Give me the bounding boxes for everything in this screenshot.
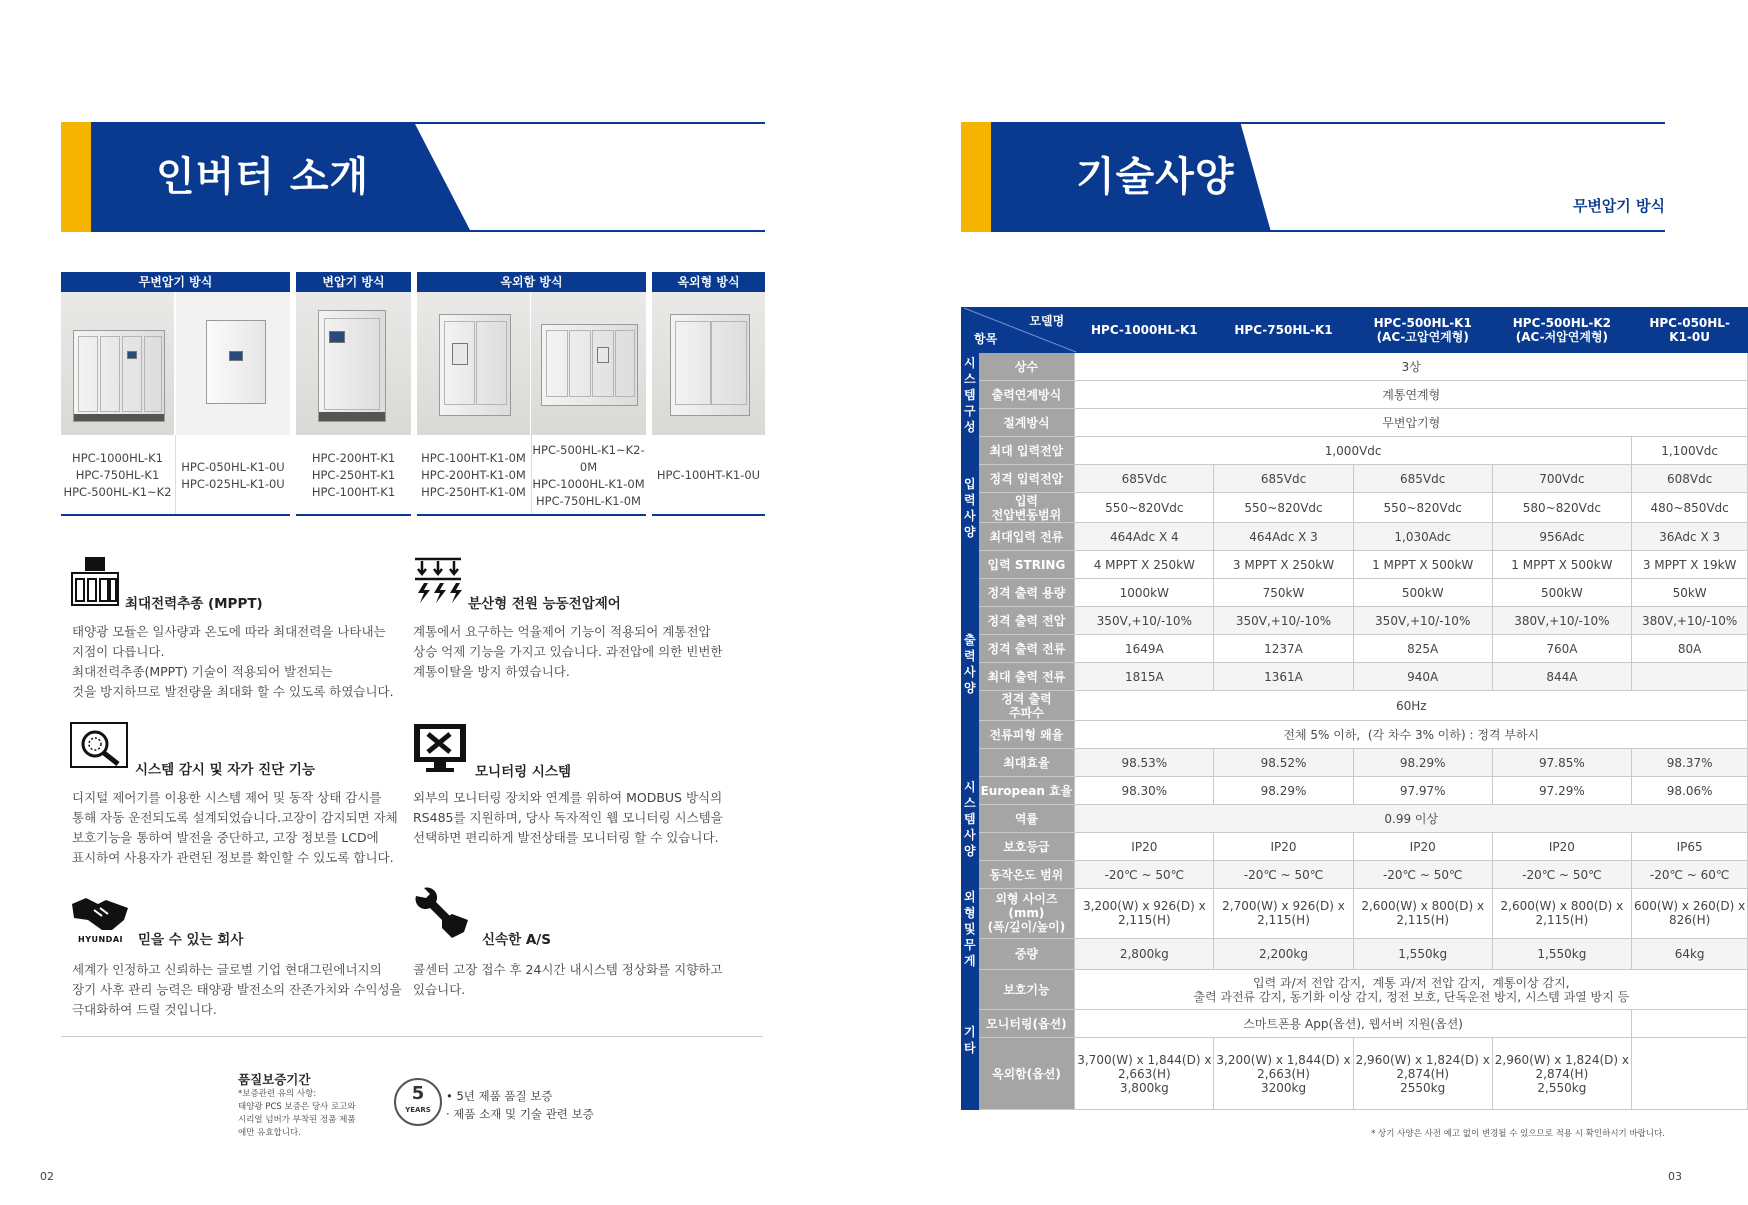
spec-label: 최대입력 전류: [978, 523, 1075, 551]
product-models-1: HPC-1000HL-K1 HPC-750HL-K1 HPC-500HL-K1~K2: [63, 451, 172, 499]
spec-label: 최대효율: [978, 749, 1075, 777]
group-label: 시 스 템 사 양: [962, 749, 979, 889]
spec-value: 3 MPPT X 19kW: [1631, 551, 1747, 579]
spec-label: 중량: [978, 938, 1075, 970]
spec-row: [962, 607, 1748, 635]
model-header: HPC-500HL-K2 (AC-저압연계형): [1492, 308, 1631, 353]
spec-value: 3,200(W) x 926(D) x 2,115(H): [1075, 889, 1214, 939]
spec-value: 97.85%: [1492, 749, 1631, 777]
spec-value: 무변압기형: [1075, 409, 1748, 437]
spec-value: 1,550kg: [1492, 938, 1631, 970]
spec-label: 모니터링(옵션): [978, 1010, 1075, 1038]
category-transformerless: 무변압기 방식: [61, 272, 290, 292]
spec-row: [962, 1038, 1748, 1110]
page-number-left: 02: [40, 1170, 54, 1183]
product-image-2: [176, 292, 290, 435]
spec-label: 정격 출력 주파수: [978, 691, 1075, 721]
spec-value: 98.29%: [1353, 749, 1492, 777]
spec-label: 상수: [978, 353, 1075, 381]
spec-label: 역률: [978, 805, 1075, 833]
product-image-3: [296, 292, 411, 435]
spec-value: 98.53%: [1075, 749, 1214, 777]
spec-row: [962, 551, 1748, 579]
model-header: HPC-500HL-K1 (AC-고압연계형): [1353, 308, 1492, 353]
spec-label: 절계방식: [978, 409, 1075, 437]
spec-row: [962, 579, 1748, 607]
lightning-icon: [412, 555, 464, 611]
spec-value: -20℃ ~ 50℃: [1214, 861, 1353, 889]
spec-value: IP20: [1492, 833, 1631, 861]
spec-value: 500kW: [1492, 579, 1631, 607]
spec-value: 36Adc X 3: [1631, 523, 1747, 551]
spec-row: [962, 938, 1748, 970]
feature-title-reliable-company: 믿을 수 있는 회사: [138, 932, 244, 948]
spec-value: 98.52%: [1214, 749, 1353, 777]
model-header: HPC-750HL-K1: [1214, 308, 1353, 353]
spec-row: [962, 749, 1748, 777]
five-years-badge: [394, 1078, 442, 1126]
spec-value: 380V,+10/-10%: [1492, 607, 1631, 635]
spec-value: 0.99 이상: [1075, 805, 1748, 833]
spec-row: [962, 409, 1748, 437]
spec-value: 97.29%: [1492, 777, 1631, 805]
spec-value: IP65: [1631, 833, 1747, 861]
spec-value: -20℃ ~ 50℃: [1075, 861, 1214, 889]
header-accent: [61, 122, 91, 232]
spec-value: 550~820Vdc: [1214, 493, 1353, 523]
spec-label: 정격 출력 전압: [978, 607, 1075, 635]
spec-label: 옥외함(옵션): [978, 1038, 1075, 1110]
spec-value: 350V,+10/-10%: [1214, 607, 1353, 635]
mppt-icon: [70, 555, 120, 611]
page-subtitle: 무변압기 방식: [1572, 197, 1665, 215]
corner-item-label: 항목: [974, 332, 998, 346]
group-label: 입 력 사 양: [962, 437, 979, 579]
group-label: 외 형 및 무 게: [962, 889, 979, 970]
spec-value: 1,550kg: [1353, 938, 1492, 970]
product-image-4: [417, 292, 530, 435]
spec-value: IP20: [1214, 833, 1353, 861]
spec-label: 정격 입력전압: [978, 465, 1075, 493]
spec-value: 입력 과/저 전압 감지, 계통 과/저 전압 감지, 계통이상 감지, 출력 과전류 감지, 동기화 이상 감지, 정전 보호, 단독운전 방지, 시스템 과열 방지 등: [1075, 970, 1748, 1010]
spec-value: 464Adc X 3: [1214, 523, 1353, 551]
feature-desc-fast-service: 콜센터 고장 접수 후 24시간 내시스템 정상화를 지향하고 있습니다.: [413, 962, 723, 997]
model-header: HPC-050HL- K1-0U: [1631, 308, 1747, 353]
spec-value: 940A: [1353, 663, 1492, 691]
footnote: * 상기 사양은 사전 예고 없이 변경될 수 있으므로 적용 시 확인하시기 바랍니다.: [1371, 1129, 1665, 1139]
spec-value: 98.29%: [1214, 777, 1353, 805]
spec-value: [1631, 1010, 1747, 1038]
monitor-icon: [412, 722, 468, 780]
divider: [61, 1036, 763, 1037]
feature-title-fast-service: 신속한 A/S: [482, 932, 551, 948]
group-label: 기 타: [962, 970, 979, 1110]
spec-row: [962, 663, 1748, 691]
spec-value: 98.30%: [1075, 777, 1214, 805]
spec-value: 480~850Vdc: [1631, 493, 1747, 523]
spec-value: 2,600(W) x 800(D) x 2,115(H): [1492, 889, 1631, 939]
spec-value: 3,200(W) x 1,844(D) x 2,663(H) 3200kg: [1214, 1038, 1353, 1110]
badge-years: YEARS: [405, 1106, 431, 1114]
spec-row: [962, 833, 1748, 861]
feature-title-monitoring: 모니터링 시스템: [475, 764, 571, 780]
spec-label: 입력 전압변동범위: [978, 493, 1075, 523]
spec-value: 계통연계형: [1075, 381, 1748, 409]
product-image-1: [61, 292, 174, 435]
spec-label: 보호등급: [978, 833, 1075, 861]
spec-row: [962, 437, 1748, 465]
spec-row: [962, 353, 1748, 381]
product-image-5: [531, 292, 646, 435]
spec-value: 464Adc X 4: [1075, 523, 1214, 551]
spec-value: -20℃ ~ 50℃: [1492, 861, 1631, 889]
spec-value: 4 MPPT X 250kW: [1075, 551, 1214, 579]
spec-value: -20℃ ~ 60℃: [1631, 861, 1747, 889]
feature-desc-monitoring: 외부의 모니터링 장치와 연계를 위하여 MODBUS 방식의 RS485를 지원하며, 당사 독자적인 웹 모니터링 시스템을 선택하면 편리하게 발전상태를 모니터링 할 수 있습니다.: [413, 790, 723, 845]
spec-row: [962, 691, 1748, 721]
spec-value: 750kW: [1214, 579, 1353, 607]
spec-value: 1 MPPT X 500kW: [1492, 551, 1631, 579]
product-models-4: HPC-100HT-K1-0M HPC-200HT-K1-0M HPC-250HT-K1-0M: [421, 451, 526, 499]
feature-title-mppt: 최대전력추종 (MPPT): [125, 596, 263, 612]
warranty-line-2: · 제품 소재 및 기술 관련 보증: [446, 1107, 594, 1121]
spec-row: [962, 523, 1748, 551]
spec-label: 입력 STRING: [978, 551, 1075, 579]
category-outdoor-enclosure: 옥외함 방식: [417, 272, 646, 292]
feature-desc-reliable-company: 세계가 인정하고 신뢰하는 글로벌 기업 현대그린에너지의 장기 사후 관리 능력은 태양광 발전소의 잔존가치와 수익성을 극대화하여 드릴 것입니다.: [72, 962, 402, 1017]
spec-value: 550~820Vdc: [1353, 493, 1492, 523]
table-corner: [962, 308, 1075, 353]
wrench-icon: [412, 890, 472, 946]
product-image-6: [652, 292, 765, 435]
spec-value: 3 MPPT X 250kW: [1214, 551, 1353, 579]
spec-value: 825A: [1353, 635, 1492, 663]
hyundai-logo: HYUNDAI: [78, 935, 123, 944]
right-header: [961, 122, 1665, 232]
spec-row: [962, 635, 1748, 663]
spec-value: 1361A: [1214, 663, 1353, 691]
spec-label: 보호기능: [978, 970, 1075, 1010]
spec-row: [962, 465, 1748, 493]
spec-value: 60Hz: [1075, 691, 1748, 721]
category-transformer: 변압기 방식: [296, 272, 411, 292]
spec-value: 97.97%: [1353, 777, 1492, 805]
spec-value: 3,700(W) x 1,844(D) x 2,663(H) 3,800kg: [1075, 1038, 1214, 1110]
spec-value: 2,960(W) x 1,824(D) x 2,874(H) 2,550kg: [1492, 1038, 1631, 1110]
spec-value: 956Adc: [1492, 523, 1631, 551]
spec-value: 608Vdc: [1631, 465, 1747, 493]
spec-value: -20℃ ~ 50℃: [1353, 861, 1492, 889]
feature-title-diagnosis: 시스템 감시 및 자가 진단 기능: [135, 762, 315, 778]
spec-label: 정격 출력 용량: [978, 579, 1075, 607]
spec-label: 출력연계방식: [978, 381, 1075, 409]
spec-value: IP20: [1353, 833, 1492, 861]
page-title: 인버터 소개: [156, 154, 370, 200]
spec-value: 1000kW: [1075, 579, 1214, 607]
product-models-6: HPC-100HT-K1-0U: [656, 468, 761, 482]
spec-label: 최대 출력 전류: [978, 663, 1075, 691]
feature-desc-mppt: 태양광 모듈은 일사량과 온도에 따라 최대전력을 나타내는 지점이 다릅니다. 최대전력추종(MPPT) 기술이 적용되어 발전되는 것을 방지하므로 발전량을 최대화 할 수 있도록 하였습니다.: [72, 624, 394, 699]
feature-desc-diagnosis: 디지털 제어기를 이용한 시스템 제어 및 동작 상태 감시를 통해 자동 운전되도록 설계되었습니다.고장이 감지되면 자체 보호기능을 통하여 발전을 중단하고, 고장 정보를 LCD에 표시하여 사용자가 관련된 정보를 확인할 수 있도록 합니다.: [72, 790, 398, 865]
page-title: 기술사양: [1076, 154, 1235, 200]
spec-value: 685Vdc: [1353, 465, 1492, 493]
product-models-2: HPC-050HL-K1-0U HPC-025HL-K1-0U: [181, 460, 285, 491]
spec-value: 685Vdc: [1214, 465, 1353, 493]
spec-value: 600(W) x 260(D) x 826(H): [1631, 889, 1747, 939]
spec-value: 98.37%: [1631, 749, 1747, 777]
spec-row: [962, 861, 1748, 889]
group-label: 출 력 사 양: [962, 579, 979, 749]
header-accent: [961, 122, 991, 232]
product-models-5: HPC-500HL-K1~K2- 0M HPC-1000HL-K1-0M HPC-750HL-K1-0M: [532, 443, 645, 508]
spec-label: 최대 입력전압: [978, 437, 1075, 465]
spec-value: 2,600(W) x 800(D) x 2,115(H): [1353, 889, 1492, 939]
spec-value: 전체 5% 이하, (각 차수 3% 이하) : 정격 부하시: [1075, 721, 1748, 749]
model-header: HPC-1000HL-K1: [1075, 308, 1214, 353]
spec-label: European 효율: [978, 777, 1075, 805]
spec-value: 500kW: [1353, 579, 1492, 607]
spec-value: 2,200kg: [1214, 938, 1353, 970]
badge-number: 5: [411, 1083, 425, 1104]
spec-value: 2,960(W) x 1,824(D) x 2,874(H) 2550kg: [1353, 1038, 1492, 1110]
spec-row: [962, 970, 1748, 1010]
spec-value: 844A: [1492, 663, 1631, 691]
group-label: 시 스 템 구 성: [962, 353, 979, 437]
spec-value: 3상: [1075, 353, 1748, 381]
spec-value: 700Vdc: [1492, 465, 1631, 493]
page-number-right: 03: [1668, 1170, 1682, 1183]
spec-value: 64kg: [1631, 938, 1747, 970]
spec-value: 1 MPPT X 500kW: [1353, 551, 1492, 579]
warranty-line-1: • 5년 제품 품질 보증: [446, 1089, 553, 1103]
spec-row: [962, 493, 1748, 523]
spec-row: [962, 889, 1748, 939]
spec-row: [962, 805, 1748, 833]
spec-value: 80A: [1631, 635, 1747, 663]
spec-value: 2,700(W) x 926(D) x 2,115(H): [1214, 889, 1353, 939]
spec-value: 760A: [1492, 635, 1631, 663]
spec-row: [962, 1010, 1748, 1038]
feature-title-voltage-control: 분산형 전원 능동전압제어: [468, 596, 621, 612]
spec-value: 2,800kg: [1075, 938, 1214, 970]
warranty-note: *보증관련 유의 사항: 태양광 PCS 보증은 당사 로고와 시리얼 넘버가 부착된 정품 제품 에만 유효합니다.: [238, 1089, 356, 1138]
spec-value: 580~820Vdc: [1492, 493, 1631, 523]
spec-value: 1,000Vdc: [1075, 437, 1632, 465]
spec-value: 1237A: [1214, 635, 1353, 663]
diagnosis-icon: [70, 722, 128, 778]
spec-value: 350V,+10/-10%: [1353, 607, 1492, 635]
product-models-3: HPC-200HT-K1 HPC-250HT-K1 HPC-100HT-K1: [311, 451, 396, 499]
corner-model-label: 모델명: [1029, 314, 1065, 328]
spec-value: 685Vdc: [1075, 465, 1214, 493]
spec-value: 98.06%: [1631, 777, 1747, 805]
spec-value: IP20: [1075, 833, 1214, 861]
spec-value: 1649A: [1075, 635, 1214, 663]
feature-desc-voltage-control: 계통에서 요구하는 억율제어 기능이 적용되어 계통전압 상승 억제 기능을 가지고 있습니다. 과전압에 의한 빈번한 계통이탈을 방지 하였습니다.: [413, 624, 723, 679]
spec-value: 350V,+10/-10%: [1075, 607, 1214, 635]
spec-label: 외형 사이즈 (mm) (폭/깊이/높이): [978, 889, 1075, 939]
spec-value: [1631, 663, 1747, 691]
spec-label: 정격 출력 전류: [978, 635, 1075, 663]
spec-label: 전류피형 왜율: [978, 721, 1075, 749]
spec-value: 50kW: [1631, 579, 1747, 607]
spec-value: 스마트폰용 App(옵션), 웹서버 지원(옵션): [1075, 1010, 1632, 1038]
spec-value: [1631, 1038, 1747, 1110]
spec-value: 550~820Vdc: [1075, 493, 1214, 523]
left-header: [61, 122, 765, 232]
spec-label: 동작온도 범위: [978, 861, 1075, 889]
category-outdoor-type: 옥외형 방식: [652, 272, 765, 292]
spec-value: 1,100Vdc: [1631, 437, 1747, 465]
spec-value: 1,030Adc: [1353, 523, 1492, 551]
spec-row: [962, 777, 1748, 805]
spec-row: [962, 381, 1748, 409]
spec-row: [962, 721, 1748, 749]
spec-table: [961, 307, 1748, 1110]
warranty-title: 품질보증기간: [238, 1072, 311, 1087]
spec-value: 380V,+10/-10%: [1631, 607, 1747, 635]
spec-value: 1815A: [1075, 663, 1214, 691]
